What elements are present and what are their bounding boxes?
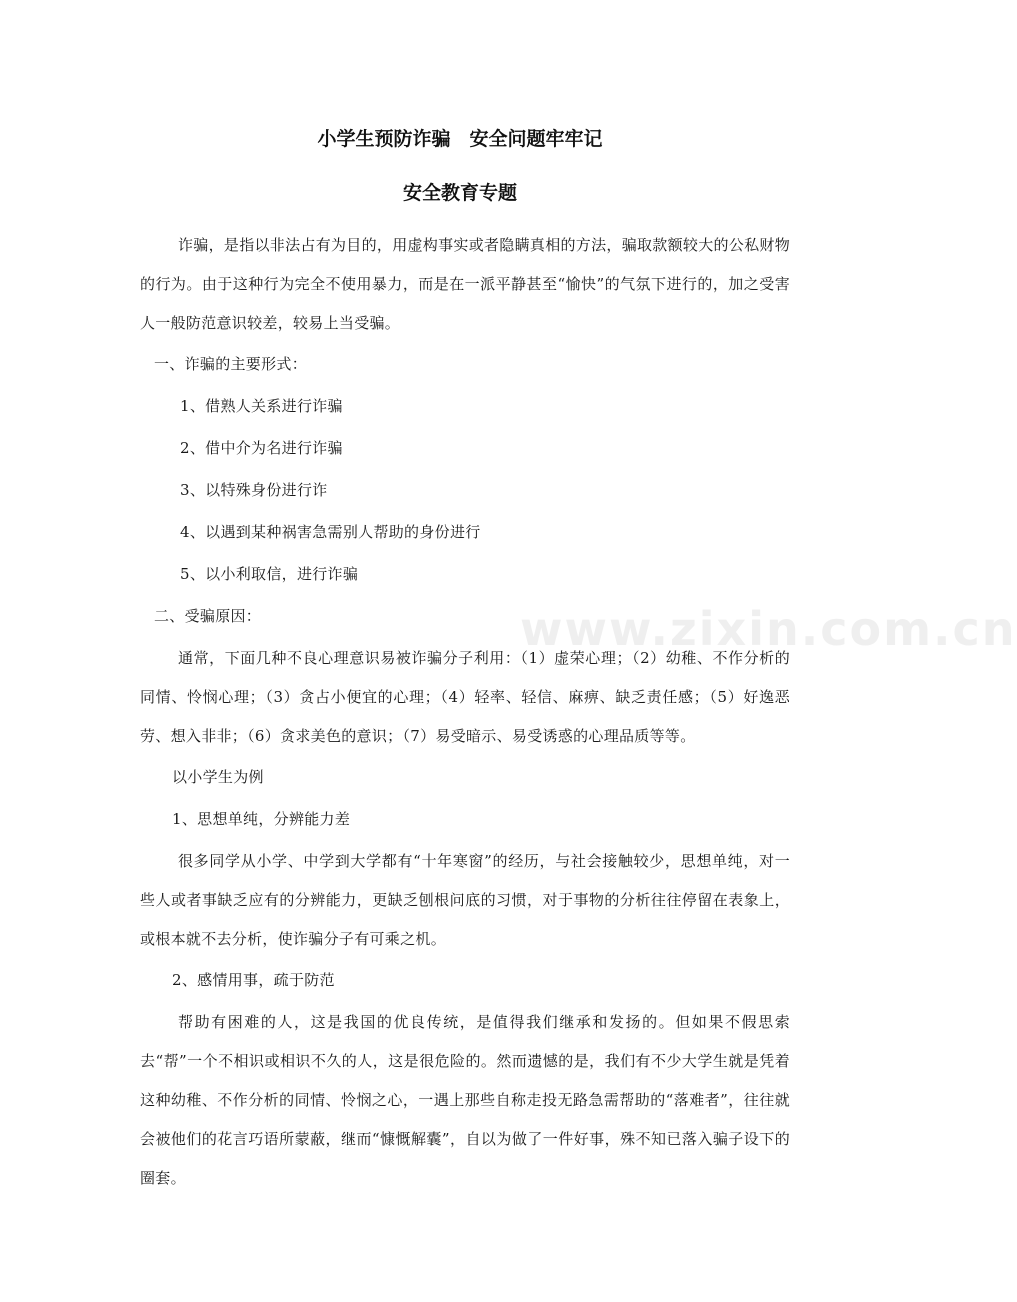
intro-paragraph: 诈骗，是指以非法占有为目的，用虚构事实或者隐瞒真相的方法，骗取款额较大的公私财物的行为。由于这种行为完全不使用暴力，而是在一派平静甚至“愉快”的气氛下进行的，加之受害人一般防范意识较差，较易上当受骗。: [140, 236, 791, 332]
document-title: 小学生预防诈骗 安全问题牢牢记: [317, 128, 603, 150]
point2-heading: 2、感情用事，疏于防范: [172, 971, 335, 989]
document-subtitle: 安全教育专题: [402, 182, 517, 204]
section1-item: 1、借熟人关系进行诈骗: [180, 397, 343, 415]
section1-item: 2、借中介为名进行诈骗: [180, 439, 343, 457]
watermark: www.zixin.com.cn: [520, 602, 1017, 656]
point1-paragraph: 很多同学从小学、中学到大学都有“十年寒窗”的经历，与社会接触较少，思想单纯，对一些人或者事缺乏应有的分辨能力，更缺乏刨根问底的习惯，对于事物的分析往往停留在表象上，或根本就不去分析，使诈骗分子有可乘之机。: [140, 852, 790, 948]
section1-item: 3、以特殊身份进行诈: [180, 481, 328, 499]
point1-heading: 1、思想单纯，分辨能力差: [172, 810, 351, 828]
document-body: [140, 226, 790, 1200]
section1-item: 5、以小利取信，进行诈骗: [180, 565, 359, 583]
section1-heading: 一、诈骗的主要形式：: [154, 355, 308, 373]
section2-heading: 二、受骗原因：: [154, 607, 262, 625]
section2-paragraph: 通常，下面几种不良心理意识易被诈骗分子利用：（1）虚荣心理；（2）幼稚、不作分析的同情、怜悯心理；（3）贪占小便宜的心理；（4）轻率、轻信、麻痹、缺乏责任感；（5）好逸恶劳、想入非非；（6）贪求美色的意识；（7）易受暗示、易受诱惑的心理品质等等。: [140, 649, 790, 745]
point2-paragraph: 帮助有困难的人，这是我国的优良传统，是值得我们继承和发扬的。但如果不假思索去“帮”一个不相识或相识不久的人，这是很危险的。然而遗憾的是，我们有不少大学生就是凭着这种幼稚、不作分析的同情、怜悯之心，一遇上那些自称走投无路急需帮助的“落难者”，往往就会被他们的花言巧语所蒙蔽，继而“慷慨解囊”，自以为做了一件好事，殊不知已落入骗子设下的圈套。: [140, 1013, 790, 1187]
section1-item: 4、以遇到某种祸害急需别人帮助的身份进行: [180, 523, 481, 541]
example-label: 以小学生为例: [172, 768, 264, 786]
